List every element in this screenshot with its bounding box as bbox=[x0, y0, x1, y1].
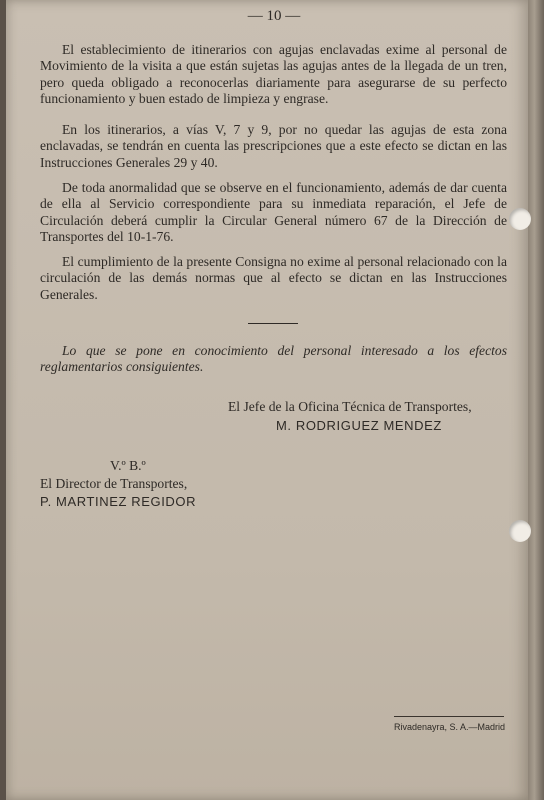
page-number: — 10 — bbox=[247, 8, 301, 24]
countersign-title: El Director de Transportes, bbox=[40, 476, 188, 491]
signatory-name: M. RODRIGUEZ MENDEZ bbox=[276, 418, 442, 433]
paragraph-1: El establecimiento de itinerarios con agujas enclavadas exime al personal de Movimiento de la visita a que están sujetas las agujas antes de la llegada de un tren, pero queda obligado a reconocerlas diariamente para asegurarse de su perfecto funcionamiento y buen estado de limpieza y engrase. bbox=[40, 42, 507, 107]
printer-imprint: Rivadenayra, S. A.—Madrid bbox=[394, 722, 506, 732]
signatory-title: El Jefe de la Oficina Técnica de Transportes, bbox=[228, 399, 472, 414]
countersign-name: P. MARTINEZ REGIDOR bbox=[40, 494, 197, 509]
printer-rule bbox=[394, 716, 504, 717]
paper-page bbox=[6, 0, 528, 800]
paragraph-4: El cumplimiento de la presente Consigna no exime al personal relacionado con la circulación de las demás normas que al efecto se dictan en las Instrucciones Generales. bbox=[40, 254, 507, 302]
page-edge-shadow bbox=[528, 0, 544, 800]
notice-text: Lo que se pone en conocimiento del personal interesado a los efectos reglamentarios consiguientes. bbox=[40, 343, 507, 375]
section-divider bbox=[248, 323, 298, 324]
punch-hole-upper bbox=[509, 208, 531, 230]
punch-hole-lower bbox=[509, 520, 531, 542]
paragraph-3: De toda anormalidad que se observe en el funcionamiento, además de dar cuenta de ella al Servicio correspondiente para su inmediata reparación, el Jefe de Circulación deberá cumplir la Circular General número 67 de la Dirección de Transportes del 10-1-76. bbox=[40, 180, 507, 245]
countersign-label: V.º B.º bbox=[110, 458, 146, 473]
paragraph-2: En los itinerarios, a vías V, 7 y 9, por no quedar las agujas de esta zona enclavadas, se tendrán en cuenta las prescripciones que a este efecto se dictan en las Instrucciones Generales 29 y 40. bbox=[40, 122, 507, 170]
